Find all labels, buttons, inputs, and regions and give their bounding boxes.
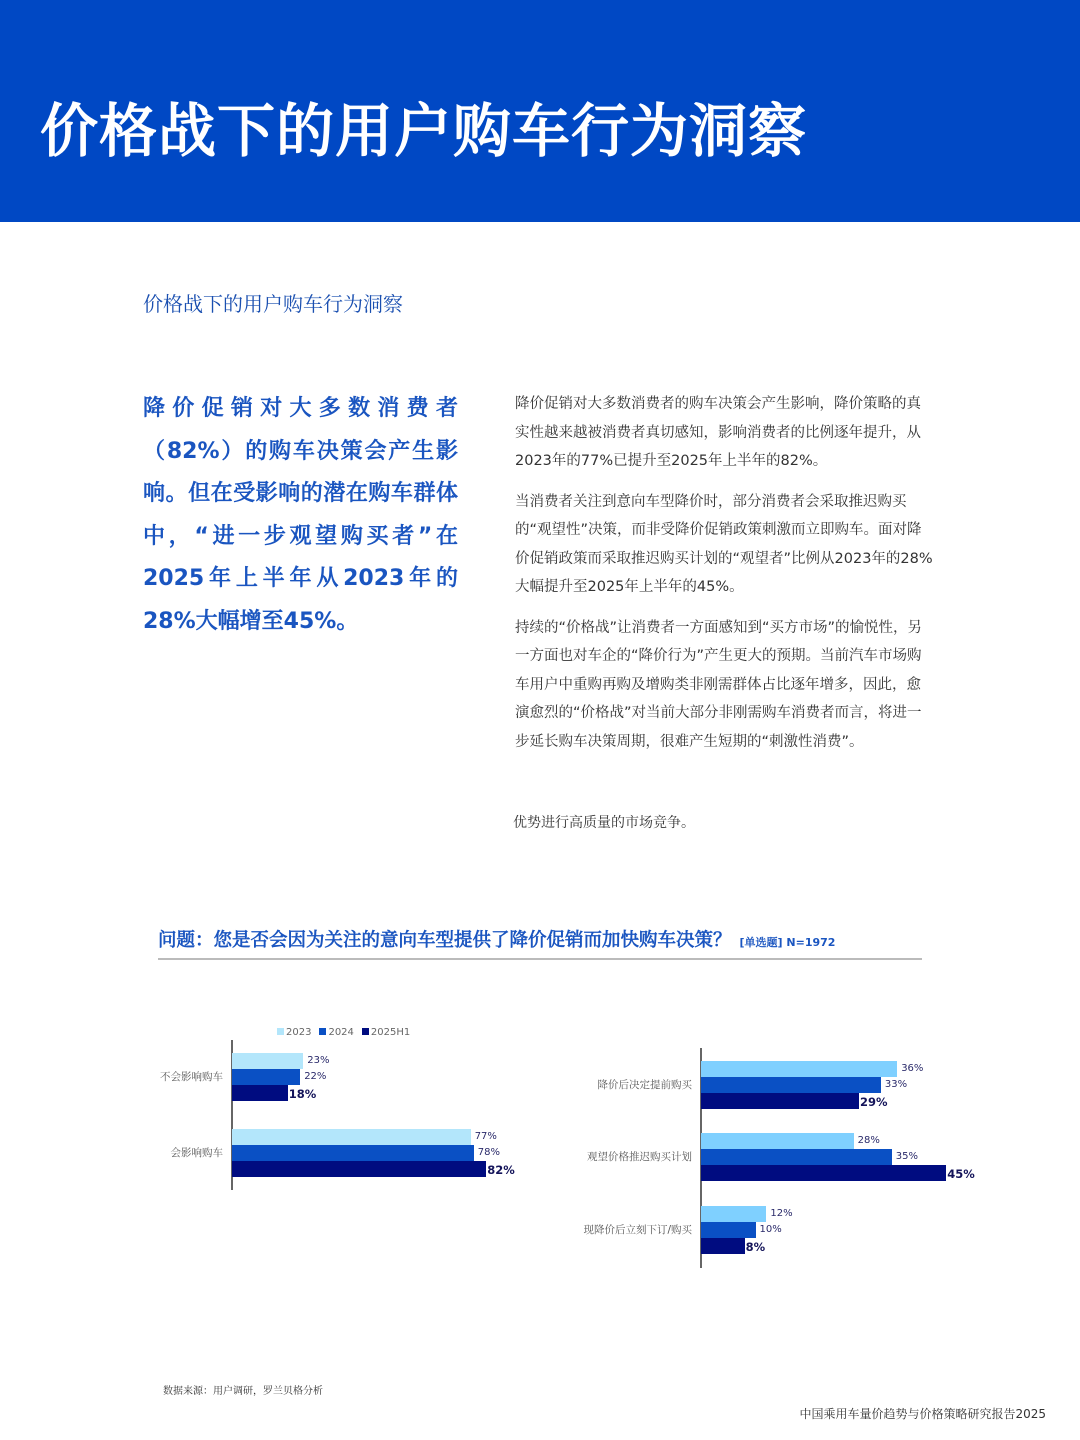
- question-title: [158, 926, 835, 952]
- question-text: 问题：您是否会因为关注的意向车型提供了降价促销而加快购车决策？: [158, 930, 732, 951]
- category-label: 观望价格推迟购买计划: [587, 1151, 692, 1163]
- category-label: 现降价后立刻下订/购买: [583, 1224, 692, 1236]
- data-label: 12%: [770, 1208, 793, 1219]
- bar: [701, 1149, 892, 1165]
- category-label: 不会影响购车: [160, 1071, 223, 1083]
- bar: [232, 1161, 486, 1177]
- data-label: 35%: [895, 1151, 918, 1162]
- bar: [701, 1077, 881, 1093]
- bar: [701, 1206, 766, 1222]
- data-source: 数据来源：用户调研，罗兰贝格分析: [163, 1386, 323, 1397]
- data-label: 36%: [901, 1063, 924, 1074]
- data-label: 45%: [947, 1167, 975, 1181]
- data-label: 33%: [884, 1079, 908, 1090]
- bar: [701, 1093, 859, 1109]
- data-label: 28%: [857, 1135, 880, 1146]
- bar: [232, 1129, 471, 1145]
- body-text: [515, 390, 935, 768]
- data-label: 82%: [487, 1163, 515, 1177]
- bar: [701, 1165, 946, 1181]
- category-label: 会影响购车: [170, 1147, 223, 1159]
- bar: [232, 1085, 288, 1101]
- section-subtitle: 价格战下的用户购车行为洞察: [143, 292, 403, 316]
- data-label: 22%: [304, 1071, 327, 1082]
- header-banner: [0, 0, 1080, 222]
- bar: [701, 1238, 745, 1254]
- question-tag: [单选题] N=1972: [739, 936, 836, 949]
- data-label: 29%: [860, 1095, 888, 1109]
- category-label: 降价后决定提前购买: [597, 1079, 692, 1091]
- bar: [232, 1145, 474, 1161]
- divider: [158, 958, 922, 960]
- bar: [701, 1061, 897, 1077]
- footer: 中国乘用车量价趋势与价格策略研究报告2025: [799, 1407, 1046, 1421]
- page-title: 价格战下的用户购车行为洞察: [40, 97, 808, 165]
- extra-text: 优势进行高质量的市场竞争。: [513, 815, 695, 831]
- paragraph: 持续的“价格战”让消费者一方面感知到“买方市场”的愉悦性，另一方面也对车企的“降价行为”产生更大的预期。当前汽车市场购车用户中重购再购及增购类非刚需群体占比逐年增多，因此，愈演愈烈的“价格战”对当前大部分非刚需购车消费者而言，将进一步延长购车决策周期，很难产生短期的“刺激性消费”。: [515, 619, 923, 750]
- bar: [232, 1069, 300, 1085]
- data-label: 8%: [745, 1240, 766, 1254]
- data-label: 23%: [307, 1055, 330, 1066]
- legend-item: 2023: [277, 1027, 311, 1038]
- data-label: 78%: [477, 1147, 501, 1158]
- data-label: 10%: [759, 1224, 782, 1235]
- bar: [701, 1222, 756, 1238]
- paragraph: 降价促销对大多数消费者的购车决策会产生影响，降价策略的真实性越来越被消费者真切感知，影响消费者的比例逐年提升，从2023年的77%已提升至2025年上半年的82%。: [515, 396, 921, 469]
- bar: [232, 1053, 303, 1069]
- legend-item: 2024: [319, 1027, 353, 1038]
- legend-item: 2025H1: [362, 1027, 410, 1038]
- bar: [701, 1133, 854, 1149]
- lead-text: 降价促销对大多数消费者（82%）的购车决策会产生影响。但在受影响的潜在购车群体中，“进一步观望购买者”在2025年上半年从2023年的28%大幅增至45%。: [143, 396, 458, 634]
- data-label: 77%: [474, 1131, 497, 1142]
- chart-legend: [277, 1027, 410, 1038]
- paragraph: 当消费者关注到意向车型降价时，部分消费者会采取推迟购买的“观望性”决策，而非受降价促销政策刺激而立即购车。面对降价促销政策而采取推迟购买计划的“观望者”比例从2023年的28%大幅提升至2025年上半年的45%。: [515, 493, 933, 595]
- data-label: 18%: [288, 1087, 317, 1101]
